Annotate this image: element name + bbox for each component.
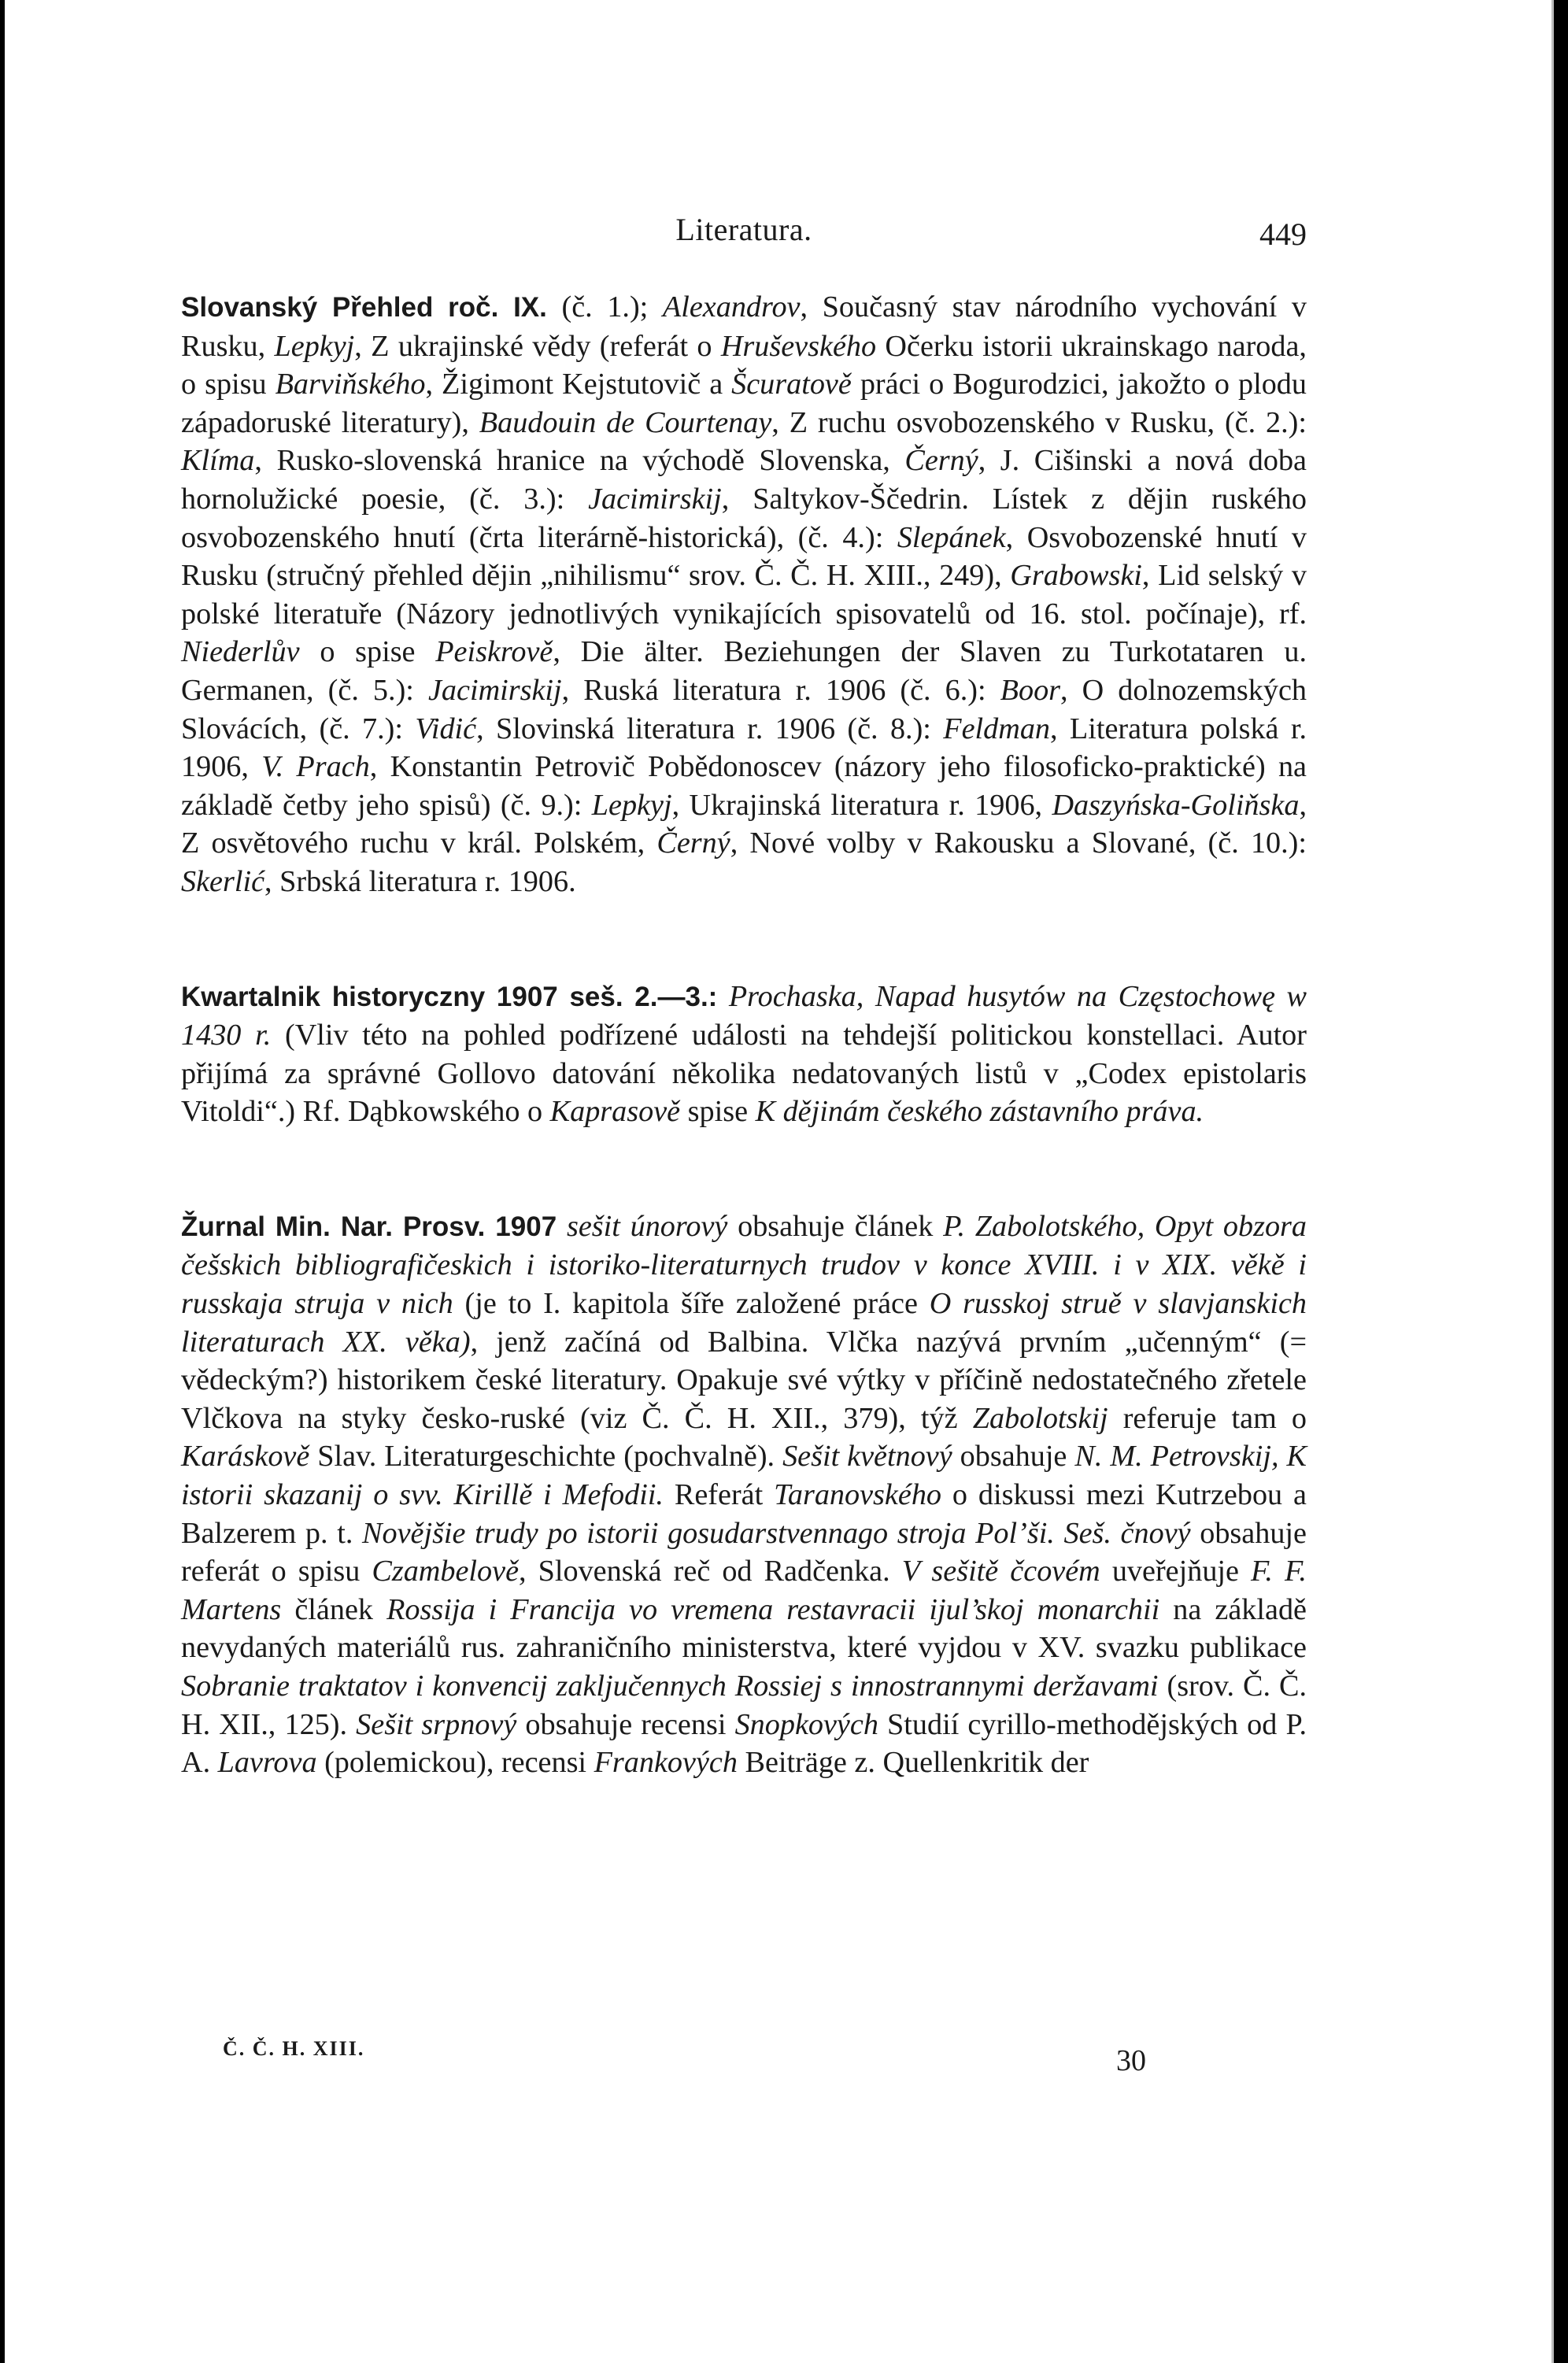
text-run <box>557 1210 567 1243</box>
italic-text-run: Jacimirskij <box>588 482 722 516</box>
italic-text-run: Černý <box>904 444 978 478</box>
printer-signature: Č. Č. H. XIII. <box>223 2037 365 2060</box>
text-run: spise <box>680 1095 756 1129</box>
text-run: , Z ruchu osvobozenského v Rusku, (č. 2.): <box>771 405 1307 439</box>
text-run: , Die älter. Beziehungen der Slaven zu Turkotataren u. Germanen, (č. 5.): <box>181 635 1307 707</box>
italic-text-run: Rossija i Francija vo vremena restavracii ijul’skoj monarchii <box>386 1592 1160 1626</box>
italic-text-run: P. Zabolotského, Opyt obzora češskich bibliografičeskich i istoriko-literaturnych trudov v konce XVIII. i v XIX. věkě i russkaja struja v nich <box>181 1209 1307 1321</box>
italic-text-run: Niederlův <box>181 635 300 669</box>
italic-text-run: Slepánek <box>897 520 1006 554</box>
page-footer <box>223 2037 1152 2084</box>
italic-text-run: N. M. Petrovskij, K istorii skazanij o svv. Kirillě i Mefodii. <box>181 1440 1307 1512</box>
text-run: (je to I. kapitola šíře založené práce <box>453 1287 930 1321</box>
text-run: , jenž začíná od Balbina. Vlčka nazývá prvním „učenným“ (= vědeckým?) historikem české literatury. Opakuje své výtky v příčině nedostatečného zřetele Vlčkova na styky česko-ruské (viz Č. Č. H. XII., 379), týž <box>181 1325 1307 1435</box>
text-run: , Ukrajinská literatura r. 1906, <box>671 788 1052 822</box>
text-run: , Slovinská literatura r. 1906 (č. 8.): <box>476 712 944 745</box>
italic-text-run: Vidić <box>415 712 477 745</box>
italic-text-run: Jacimirskij <box>427 673 562 707</box>
italic-text-run: Snopkových <box>734 1707 878 1741</box>
section-heading: Kwartalnik historyczny 1907 seš. 2.—3.: <box>181 981 718 1012</box>
text-run: uveřejňuje <box>1100 1555 1252 1588</box>
italic-text-run: F. F. Martens <box>181 1555 1307 1626</box>
italic-text-run: sešit únorový <box>566 1209 728 1243</box>
text-run: , Literatura polská r. 1906, <box>181 712 1307 784</box>
italic-text-run: V sešitě čcovém <box>901 1555 1100 1588</box>
section-slovansky-prehled <box>181 288 1307 901</box>
italic-text-run: Kaprasově <box>549 1095 681 1129</box>
text-run: , Žigimont Kejstutovič a <box>425 368 732 401</box>
text-run: , O dolnozemských Slovácích, (č. 7.): <box>181 673 1307 745</box>
text-run: (Vliv této na pohled podřízené události na tehdejší politickou konstellaci. Autor přijímá za správné Gollovo datování několika nedatovaných listů v „Codex epistolaris Vitoldi“.) Rf. Dąbkowského o <box>181 1019 1307 1129</box>
italic-text-run: Hruševského <box>720 329 877 363</box>
text-run: Referát <box>663 1478 775 1512</box>
text-run: obsahuje článek <box>727 1209 944 1243</box>
italic-text-run: Barviňského <box>275 368 426 401</box>
italic-text-run: Frankových <box>594 1746 738 1780</box>
text-run: Beiträge z. Quellenkritik der <box>737 1746 1089 1780</box>
italic-text-run: Lepkyj <box>274 329 355 363</box>
text-run: obsahuje recensi <box>516 1707 735 1741</box>
italic-text-run: Grabowski <box>1010 559 1142 593</box>
italic-text-run: Šcuratově <box>731 368 852 401</box>
page-header <box>181 211 1307 258</box>
text-run: , Srbská literatura r. 1906. <box>264 864 576 898</box>
text-run: referuje tam o <box>1108 1401 1307 1435</box>
italic-text-run: Boor <box>1000 673 1061 707</box>
text-run: , Z osvětového ruchu v král. Polském, <box>181 788 1307 860</box>
text-run <box>717 980 729 1013</box>
text-run: obsahuje referát o spisu <box>181 1516 1307 1588</box>
italic-text-run: Sešit srpnový <box>356 1707 517 1741</box>
text-run: , J. Cišinski a nová doba hornolužické poesie, (č. 3.): <box>181 444 1307 516</box>
italic-text-run: Prochaska, Napad husytów na Częstochowę w 1430 r. <box>181 979 1307 1052</box>
italic-text-run: Sešit květnový <box>782 1440 952 1474</box>
italic-text-run: Sobranie traktatov i konvencij zaključennych Rossiej s innostrannymi deržavami <box>181 1670 1159 1703</box>
text-run: Slav. Literaturgeschichte (pochvalně). <box>309 1440 783 1474</box>
italic-text-run: V. Prach <box>261 750 370 784</box>
italic-text-run: Lavrova <box>217 1746 317 1780</box>
text-run: práci o Bogurodzici, jakožto o plodu západoruské literatury), <box>181 368 1307 439</box>
text-run: , Současný stav národního vychování v Rusku, <box>181 290 1307 363</box>
italic-text-run: Zabolotskij <box>972 1401 1108 1435</box>
italic-text-run: Feldman <box>943 712 1051 745</box>
italic-text-run: Taranovského <box>774 1478 942 1512</box>
text-run: , Saltykov-Ščedrin. Lístek z dějin ruského osvobozenského hnutí (črta literárně-historická), (č. 4.): <box>181 482 1307 554</box>
italic-text-run: Klíma <box>181 444 255 478</box>
italic-text-run: O russkoj struě v slavjanskich literaturach XX. věka) <box>181 1287 1307 1359</box>
text-run: na základě nevydaných materiálů rus. zahraničního ministerstva, které vyjdou v XV. svazku publikace <box>181 1592 1307 1665</box>
text-run: (č. 1.); <box>546 290 663 324</box>
section-zurnal-min-nar-prosv <box>181 1207 1307 1782</box>
italic-text-run: Daszyńska-Goliňska <box>1052 788 1300 822</box>
text-run: obsahuje <box>952 1440 1075 1474</box>
text-run: , Osvobozenské hnutí v Rusku (stručný přehled dějin „nihilismu“ srov. Č. Č. H. XIII., 249), <box>181 520 1307 593</box>
text-run: (polemickou), recensi <box>316 1746 594 1780</box>
section-heading: Žurnal Min. Nar. Prosv. 1907 <box>181 1211 557 1242</box>
text-run: článek <box>281 1592 387 1626</box>
text-run: , Z ukrajinské vědy (referát o <box>354 329 721 363</box>
section-body <box>181 290 1307 898</box>
italic-text-run: Baudouin de Courtenay <box>479 405 772 439</box>
italic-text-run: Alexandrov <box>662 290 801 324</box>
text-run: o diskussi mezi Kutrzebou a Balzerem p. t. <box>181 1478 1307 1550</box>
section-body <box>181 1210 1307 1779</box>
text-run: o spise <box>299 635 436 669</box>
italic-text-run: Peiskrově <box>435 635 553 669</box>
scan-border-right <box>1554 0 1568 2363</box>
text-run: , Slovenská reč od Radčenka. <box>519 1555 902 1588</box>
page-number: 449 <box>1259 216 1307 252</box>
signature-number: 30 <box>1116 2044 1146 2077</box>
italic-text-run: Lepkyj <box>591 788 672 822</box>
italic-text-run: Czambelově <box>372 1555 520 1588</box>
italic-text-run: Novějšie trudy po istorii gosudarstvennago stroja Pol’ši. Seš. čnový <box>362 1516 1191 1550</box>
text-run: (srov. Č. Č. H. XII., 125). <box>181 1670 1307 1741</box>
italic-text-run: Černý <box>656 826 730 860</box>
section-heading: Slovanský Přehled roč. IX. <box>181 292 547 323</box>
text-run: Studií cyrillo-methodějských od P. A. <box>181 1707 1307 1780</box>
text-run: , Ruská literatura r. 1906 (č. 6.): <box>561 673 1000 707</box>
text-run: , Konstantin Petrovič Pobědonoscev (názory jeho filosoficko-praktické) na základě četby jeho spisů) (č. 9.): <box>181 750 1307 822</box>
running-title: Literatura. <box>675 212 812 247</box>
scan-border-left <box>0 0 5 2363</box>
italic-text-run: Karáskově <box>181 1440 310 1474</box>
text-run: , Lid selský v polské literatuře (Názory jednotlivých vynikajících spisovatelů od 16. stol. počínaje), rf. <box>181 559 1307 631</box>
page-body <box>181 288 1307 1782</box>
section-kwartalnik-historyczny <box>181 978 1307 1131</box>
text-run: Očerku istorii ukrainskago naroda, o spisu <box>181 329 1307 401</box>
italic-text-run: Skerlić <box>181 864 265 898</box>
text-run: , Nové volby v Rakousku a Slované, (č. 10.): <box>730 826 1307 860</box>
text-run: , Rusko-slovenská hranice na východě Slovenska, <box>254 444 905 478</box>
italic-text-run: K dějinám českého zástavního práva. <box>755 1095 1204 1129</box>
